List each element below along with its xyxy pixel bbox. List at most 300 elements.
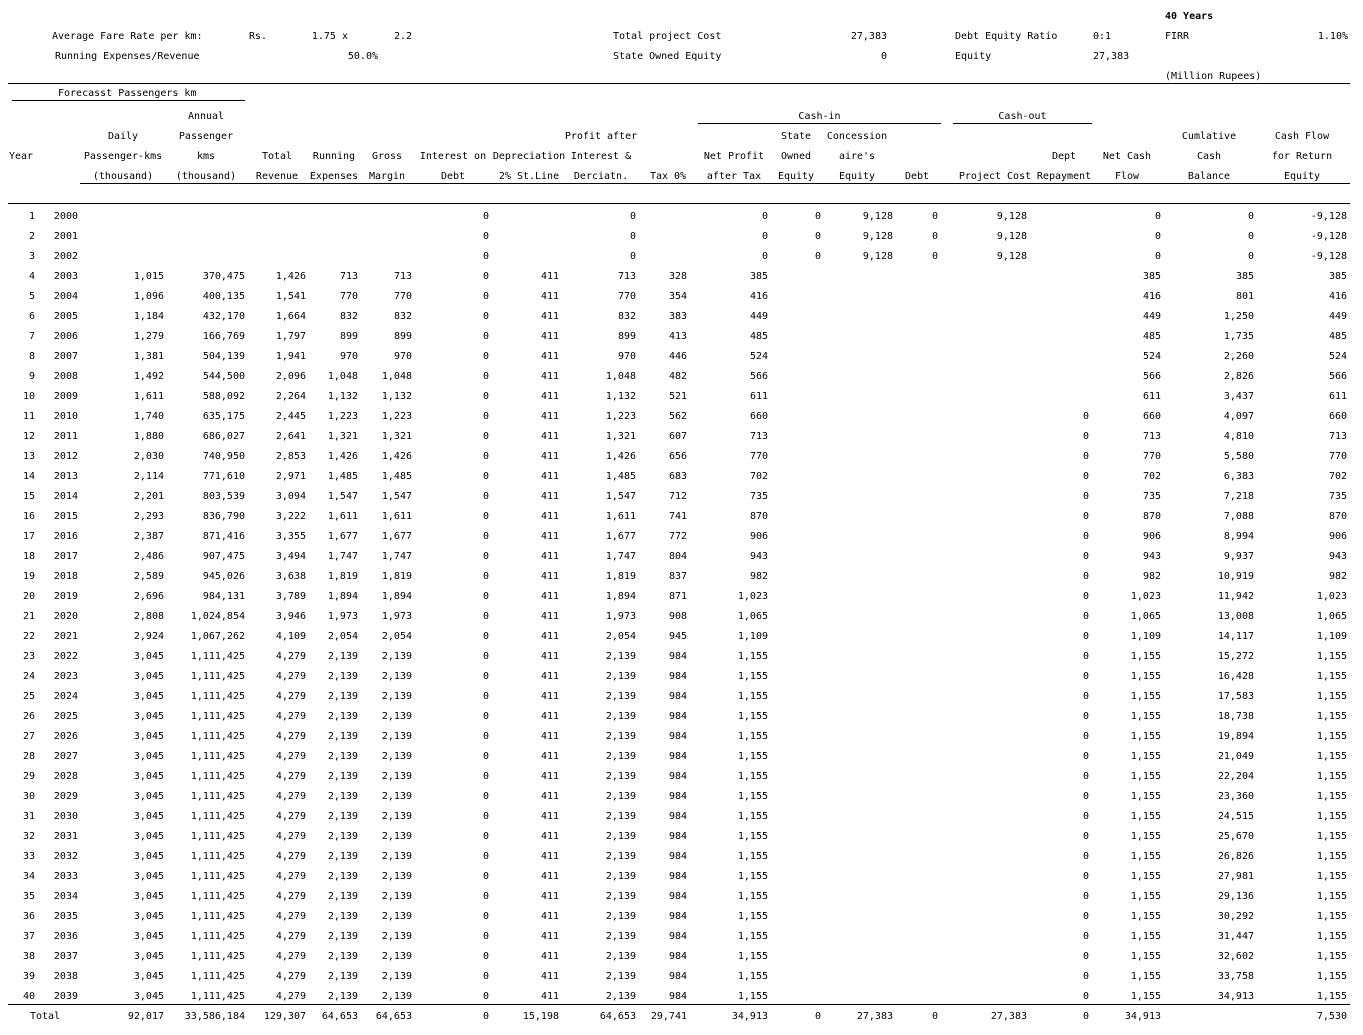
row-year: 2002 xyxy=(53,251,78,262)
table-cell: 411 xyxy=(540,611,559,622)
table-cell: 0 xyxy=(1154,211,1161,222)
table-cell: 0 xyxy=(482,231,489,242)
table-cell: 870 xyxy=(1142,511,1161,522)
table-cell: 984 xyxy=(668,891,687,902)
table-cell: 1,426 xyxy=(605,451,636,462)
table-cell: 970 xyxy=(393,351,412,362)
table-cell: 1,065 xyxy=(737,611,768,622)
table-cell: 2,139 xyxy=(605,931,636,942)
forecast-header: Forecasst Passengers km xyxy=(58,88,197,99)
unit-label: (Million Rupees) xyxy=(1165,71,1262,82)
row-index: 34 xyxy=(22,871,35,882)
row-index: 13 xyxy=(22,451,35,462)
column-header: Depreciation xyxy=(492,151,566,162)
table-cell: 0 xyxy=(482,311,489,322)
table-cell: 354 xyxy=(668,291,687,302)
table-cell: 2,971 xyxy=(275,471,306,482)
row-index: 19 xyxy=(22,571,35,582)
table-cell: 1,664 xyxy=(275,311,306,322)
table-cell: 713 xyxy=(1328,431,1347,442)
table-cell: 2,139 xyxy=(381,831,412,842)
table-cell: 2,260 xyxy=(1223,351,1254,362)
table-cell: 1,155 xyxy=(1316,851,1347,862)
column-header: Tax 0% xyxy=(649,171,687,182)
table-cell: 984 xyxy=(668,811,687,822)
column-header: Derciatn. xyxy=(573,171,629,182)
table-cell: 485 xyxy=(1328,331,1347,342)
table-cell: 4,279 xyxy=(275,731,306,742)
table-cell: 411 xyxy=(540,971,559,982)
table-cell: 1,155 xyxy=(737,751,768,762)
table-cell: 2,264 xyxy=(275,391,306,402)
table-cell: 635,175 xyxy=(202,411,245,422)
table-cell: 1,747 xyxy=(327,551,358,562)
table-cell: 3,638 xyxy=(275,571,306,582)
column-header: Profit after xyxy=(564,131,638,142)
table-cell: 562 xyxy=(668,411,687,422)
table-cell: 0 xyxy=(482,971,489,982)
table-cell: 1,111,425 xyxy=(190,791,245,802)
table-cell: 0 xyxy=(482,671,489,682)
table-cell: 1,250 xyxy=(1223,311,1254,322)
total-cell: 64,653 xyxy=(321,1011,358,1022)
running-expenses-value: 50.0% xyxy=(347,51,378,62)
table-cell: 1,155 xyxy=(737,651,768,662)
table-cell: 2,096 xyxy=(275,371,306,382)
table-cell: 2,139 xyxy=(381,751,412,762)
table-cell: 0 xyxy=(1082,691,1089,702)
table-cell: 6,383 xyxy=(1223,471,1254,482)
total-project-cost-value: 27,383 xyxy=(850,31,887,42)
table-cell: 1,155 xyxy=(1316,931,1347,942)
table-cell: 411 xyxy=(540,651,559,662)
row-index: 9 xyxy=(28,371,35,382)
total-cell: 0 xyxy=(1082,1011,1089,1022)
row-index: 14 xyxy=(22,471,35,482)
total-label: Total xyxy=(30,1011,61,1022)
column-header: Passenger xyxy=(178,131,234,142)
table-cell: 1,048 xyxy=(605,371,636,382)
cash-out-header: Cash-out xyxy=(998,111,1047,122)
table-cell: 1,155 xyxy=(1130,991,1161,1002)
table-cell: 1,155 xyxy=(1130,771,1161,782)
table-cell: 2,030 xyxy=(133,451,164,462)
table-cell: 588,092 xyxy=(202,391,245,402)
table-cell: 1,155 xyxy=(1130,871,1161,882)
row-index: 35 xyxy=(22,891,35,902)
table-cell: 970 xyxy=(617,351,636,362)
running-expenses-label: Running Expenses/Revenue xyxy=(55,51,200,62)
table-cell: 0 xyxy=(482,771,489,782)
table-cell: 984 xyxy=(668,791,687,802)
table-cell: 432,170 xyxy=(202,311,245,322)
table-cell: 411 xyxy=(540,571,559,582)
table-cell: 943 xyxy=(1328,551,1347,562)
table-cell: 3,222 xyxy=(275,511,306,522)
table-cell: 1,155 xyxy=(1130,671,1161,682)
column-header: Flow xyxy=(1114,171,1140,182)
firr-label: FIRR xyxy=(1165,31,1190,42)
table-cell: 0 xyxy=(931,251,938,262)
table-cell: 411 xyxy=(540,491,559,502)
table-cell: 0 xyxy=(1082,611,1089,622)
table-cell: 984 xyxy=(668,731,687,742)
table-cell: 0 xyxy=(761,211,768,222)
column-header: after Tax xyxy=(706,171,762,182)
table-cell: 1,111,425 xyxy=(190,731,245,742)
table-cell: 1,611 xyxy=(327,511,358,522)
table-cell: 29,136 xyxy=(1217,891,1254,902)
table-cell: 0 xyxy=(1082,431,1089,442)
table-cell: 3,045 xyxy=(133,891,164,902)
debt-equity-ratio-label: Debt Equity Ratio xyxy=(955,31,1058,42)
table-cell: 1,111,425 xyxy=(190,671,245,682)
table-cell: 0 xyxy=(1082,791,1089,802)
table-cell: 1,155 xyxy=(737,691,768,702)
row-index: 37 xyxy=(22,931,35,942)
table-cell: 0 xyxy=(482,451,489,462)
row-year: 2009 xyxy=(53,391,78,402)
table-cell: 21,049 xyxy=(1217,751,1254,762)
table-cell: 3,045 xyxy=(133,871,164,882)
column-header: Interest & xyxy=(570,151,632,162)
table-cell: 1,155 xyxy=(1130,831,1161,842)
table-cell: 770 xyxy=(1142,451,1161,462)
table-cell: 2,139 xyxy=(605,791,636,802)
fare-rate-value: 1.75 x xyxy=(311,31,348,42)
row-index: 28 xyxy=(22,751,35,762)
table-cell: 1,096 xyxy=(133,291,164,302)
table-cell: 2,139 xyxy=(381,771,412,782)
column-header: Year xyxy=(8,151,34,162)
table-cell: 906 xyxy=(749,531,768,542)
table-cell: 9,128 xyxy=(862,211,893,222)
row-index: 40 xyxy=(22,991,35,1002)
row-year: 2001 xyxy=(53,231,78,242)
table-cell: 0 xyxy=(1082,991,1089,1002)
row-year: 2019 xyxy=(53,591,78,602)
table-cell: 0 xyxy=(482,711,489,722)
table-cell: 9,128 xyxy=(862,251,893,262)
column-header: Passenger-kms xyxy=(83,151,163,162)
table-cell: 982 xyxy=(1142,571,1161,582)
table-top-rule xyxy=(8,203,1350,204)
row-year: 2014 xyxy=(53,491,78,502)
table-cell: 2,139 xyxy=(381,951,412,962)
table-cell: 1,223 xyxy=(605,411,636,422)
table-cell: 660 xyxy=(749,411,768,422)
table-cell: 24,515 xyxy=(1217,811,1254,822)
table-cell: 2,139 xyxy=(381,971,412,982)
fare-multiplier: 2.2 xyxy=(393,31,412,42)
table-cell: 984 xyxy=(668,951,687,962)
table-cell: 0 xyxy=(1082,511,1089,522)
table-cell: 0 xyxy=(482,751,489,762)
table-cell: 1,155 xyxy=(1130,931,1161,942)
table-cell: 1,155 xyxy=(1130,751,1161,762)
table-cell: 1,880 xyxy=(133,431,164,442)
table-cell: 1,426 xyxy=(275,271,306,282)
table-cell: 9,937 xyxy=(1223,551,1254,562)
table-cell: 0 xyxy=(1082,671,1089,682)
table-cell: 1,184 xyxy=(133,311,164,322)
table-cell: 23,360 xyxy=(1217,791,1254,802)
row-index: 6 xyxy=(28,311,35,322)
column-header: Concession xyxy=(826,131,888,142)
table-cell: 713 xyxy=(749,431,768,442)
cash-out-underline xyxy=(953,123,1092,124)
table-cell: 521 xyxy=(668,391,687,402)
table-cell: 2,139 xyxy=(381,731,412,742)
table-cell: 2,139 xyxy=(327,831,358,842)
table-cell: 0 xyxy=(482,431,489,442)
table-cell: 984 xyxy=(668,711,687,722)
table-cell: 3,094 xyxy=(275,491,306,502)
table-cell: 411 xyxy=(540,371,559,382)
table-cell: 1,048 xyxy=(381,371,412,382)
table-cell: 1,547 xyxy=(605,491,636,502)
table-cell: 1,155 xyxy=(737,791,768,802)
column-header: Revenue xyxy=(255,171,299,182)
table-cell: 4,279 xyxy=(275,911,306,922)
fare-currency: Rs. xyxy=(249,31,268,42)
debt-equity-ratio-value: 0:1 xyxy=(1093,31,1112,42)
table-cell: 0 xyxy=(482,691,489,702)
table-cell: 4,279 xyxy=(275,791,306,802)
table-cell: 2,139 xyxy=(327,971,358,982)
table-cell: 0 xyxy=(482,471,489,482)
table-cell: 1,797 xyxy=(275,331,306,342)
table-cell: 3,045 xyxy=(133,911,164,922)
table-cell: 2,139 xyxy=(605,711,636,722)
table-cell: 411 xyxy=(540,991,559,1002)
table-cell: 683 xyxy=(668,471,687,482)
table-cell: 1,223 xyxy=(381,411,412,422)
table-cell: 1,747 xyxy=(381,551,412,562)
table-cell: 0 xyxy=(1082,491,1089,502)
table-cell: 485 xyxy=(749,331,768,342)
table-cell: 1,973 xyxy=(381,611,412,622)
table-cell: 1,111,425 xyxy=(190,811,245,822)
row-index: 29 xyxy=(22,771,35,782)
row-year: 2022 xyxy=(53,651,78,662)
table-cell: 1,015 xyxy=(133,271,164,282)
table-cell: 0 xyxy=(1082,951,1089,962)
row-index: 16 xyxy=(22,511,35,522)
table-cell: 411 xyxy=(540,271,559,282)
table-cell: 2,114 xyxy=(133,471,164,482)
table-cell: 4,279 xyxy=(275,711,306,722)
table-cell: 166,769 xyxy=(202,331,245,342)
column-header: kms xyxy=(196,151,216,162)
table-cell: 984 xyxy=(668,911,687,922)
table-cell: 411 xyxy=(540,851,559,862)
table-cell: 449 xyxy=(749,311,768,322)
table-cell: 0 xyxy=(1082,531,1089,542)
table-cell: 1,155 xyxy=(737,971,768,982)
table-cell: 2,139 xyxy=(381,991,412,1002)
table-cell: 411 xyxy=(540,631,559,642)
row-index: 26 xyxy=(22,711,35,722)
column-header: Interest on xyxy=(419,151,487,162)
table-cell: 2,139 xyxy=(605,911,636,922)
table-cell: 2,139 xyxy=(605,751,636,762)
table-cell: 4,810 xyxy=(1223,431,1254,442)
table-cell: 11,942 xyxy=(1217,591,1254,602)
table-cell: 2,139 xyxy=(327,951,358,962)
table-cell: 984 xyxy=(668,771,687,782)
table-cell: 1,111,425 xyxy=(190,911,245,922)
table-cell: 945 xyxy=(668,631,687,642)
row-year: 2034 xyxy=(53,891,78,902)
table-cell: 1,132 xyxy=(605,391,636,402)
table-cell: 4,279 xyxy=(275,971,306,982)
table-cell: 3,045 xyxy=(133,671,164,682)
table-cell: 2,853 xyxy=(275,451,306,462)
table-cell: 0 xyxy=(1247,231,1254,242)
table-cell: 870 xyxy=(1328,511,1347,522)
table-cell: 411 xyxy=(540,331,559,342)
table-cell: 1,321 xyxy=(327,431,358,442)
total-cell: 34,913 xyxy=(1124,1011,1161,1022)
table-cell: 1,155 xyxy=(1316,831,1347,842)
table-cell: 1,065 xyxy=(1316,611,1347,622)
total-cell: 0 xyxy=(814,1011,821,1022)
table-cell: 22,204 xyxy=(1217,771,1254,782)
table-cell: 400,135 xyxy=(202,291,245,302)
row-index: 21 xyxy=(22,611,35,622)
forecast-underline xyxy=(12,100,245,101)
fare-rate-label: Average Fare Rate per km: xyxy=(52,31,203,42)
table-cell: 17,583 xyxy=(1217,691,1254,702)
row-year: 2023 xyxy=(53,671,78,682)
table-cell: 416 xyxy=(1142,291,1161,302)
table-cell: 0 xyxy=(1247,251,1254,262)
table-cell: 411 xyxy=(540,451,559,462)
table-cell: 770 xyxy=(393,291,412,302)
table-cell: 943 xyxy=(749,551,768,562)
table-cell: 0 xyxy=(1082,471,1089,482)
table-cell: 13,008 xyxy=(1217,611,1254,622)
row-index: 22 xyxy=(22,631,35,642)
table-cell: 3,946 xyxy=(275,611,306,622)
table-cell: 0 xyxy=(1082,571,1089,582)
table-cell: 2,696 xyxy=(133,591,164,602)
table-cell: 1,024,854 xyxy=(190,611,245,622)
table-cell: 0 xyxy=(629,251,636,262)
table-cell: 1,111,425 xyxy=(190,991,245,1002)
table-cell: 27,981 xyxy=(1217,871,1254,882)
table-cell: 5,580 xyxy=(1223,451,1254,462)
table-cell: 1,541 xyxy=(275,291,306,302)
table-cell: 411 xyxy=(540,411,559,422)
table-cell: 712 xyxy=(668,491,687,502)
table-cell: 1,223 xyxy=(327,411,358,422)
table-cell: 2,139 xyxy=(605,771,636,782)
table-cell: 984 xyxy=(668,991,687,1002)
table-cell: 411 xyxy=(540,471,559,482)
table-cell: 984 xyxy=(668,651,687,662)
table-cell: 411 xyxy=(540,731,559,742)
column-header: Cumlative xyxy=(1181,131,1237,142)
table-cell: 383 xyxy=(668,311,687,322)
row-year: 2007 xyxy=(53,351,78,362)
table-cell: 1,155 xyxy=(737,951,768,962)
table-cell: 1,048 xyxy=(327,371,358,382)
table-cell: 2,139 xyxy=(327,991,358,1002)
table-cell: 2,139 xyxy=(605,811,636,822)
column-header: for Return xyxy=(1271,151,1333,162)
row-index: 32 xyxy=(22,831,35,842)
table-cell: 18,738 xyxy=(1217,711,1254,722)
table-cell: 1,023 xyxy=(1316,591,1347,602)
table-cell: 702 xyxy=(749,471,768,482)
table-cell: 982 xyxy=(1328,571,1347,582)
table-cell: 524 xyxy=(749,351,768,362)
row-index: 38 xyxy=(22,951,35,962)
table-cell: 0 xyxy=(482,591,489,602)
table-cell: 3,045 xyxy=(133,731,164,742)
table-cell: 801 xyxy=(1235,291,1254,302)
table-cell: 836,790 xyxy=(202,511,245,522)
table-cell: 3,045 xyxy=(133,751,164,762)
state-owned-equity-value: 0 xyxy=(880,51,887,62)
table-cell: 504,139 xyxy=(202,351,245,362)
table-cell: 411 xyxy=(540,351,559,362)
table-cell: 0 xyxy=(482,911,489,922)
total-rule xyxy=(8,1004,1350,1005)
row-index: 36 xyxy=(22,911,35,922)
table-cell: 4,279 xyxy=(275,951,306,962)
table-cell: 1,111,425 xyxy=(190,771,245,782)
table-cell: 4,109 xyxy=(275,631,306,642)
table-cell: 2,139 xyxy=(381,691,412,702)
row-index: 7 xyxy=(28,331,35,342)
table-cell: 1,973 xyxy=(605,611,636,622)
column-header: (thousand) xyxy=(92,171,154,182)
table-cell: 1,109 xyxy=(737,631,768,642)
table-cell: 1,111,425 xyxy=(190,891,245,902)
table-cell: 2,139 xyxy=(327,911,358,922)
table-cell: 735 xyxy=(1328,491,1347,502)
table-cell: 0 xyxy=(482,531,489,542)
table-cell: 2,139 xyxy=(605,731,636,742)
table-cell: 1,155 xyxy=(1316,771,1347,782)
table-cell: 1,155 xyxy=(737,731,768,742)
total-cell: 27,383 xyxy=(856,1011,893,1022)
table-cell: 1,973 xyxy=(327,611,358,622)
table-cell: 611 xyxy=(1328,391,1347,402)
table-cell: 0 xyxy=(1082,591,1089,602)
table-cell: 449 xyxy=(1142,311,1161,322)
table-cell: 0 xyxy=(1082,631,1089,642)
table-cell: 0 xyxy=(1082,711,1089,722)
total-cell: 34,913 xyxy=(731,1011,768,1022)
table-cell: 2,139 xyxy=(327,771,358,782)
table-cell: 2,139 xyxy=(327,811,358,822)
table-cell: 0 xyxy=(931,231,938,242)
table-cell: 0 xyxy=(482,211,489,222)
total-project-cost-label: Total project Cost xyxy=(613,31,722,42)
table-cell: 1,111,425 xyxy=(190,691,245,702)
table-cell: 416 xyxy=(1328,291,1347,302)
row-year: 2003 xyxy=(53,271,78,282)
row-index: 18 xyxy=(22,551,35,562)
table-cell: 1,111,425 xyxy=(190,831,245,842)
table-cell: 411 xyxy=(540,891,559,902)
table-cell: 1,819 xyxy=(605,571,636,582)
table-cell: 411 xyxy=(540,831,559,842)
